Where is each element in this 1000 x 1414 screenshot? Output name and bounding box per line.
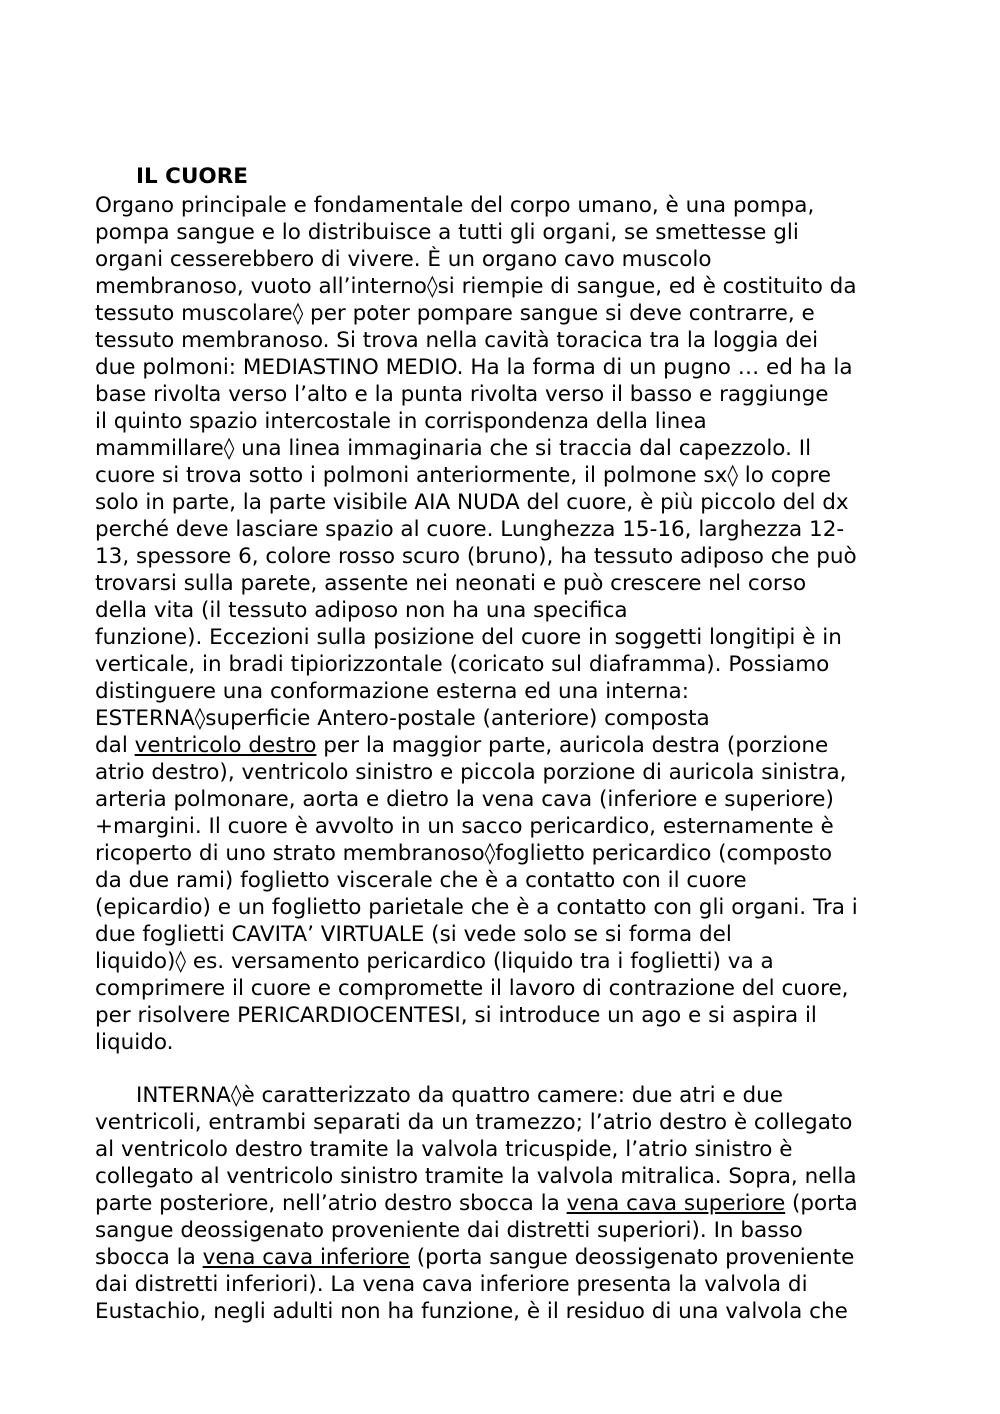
text-run: (porta sangue deossigenato proveniente	[409, 1245, 855, 1270]
text-line: tessuto muscolare◊ per poter pompare sangue si deve contrarre, e	[95, 301, 815, 326]
underlined-term-vena-cava-inferiore: vena cava inferiore	[202, 1245, 410, 1270]
text-line: da due rami) foglietto viscerale che è a contatto con il cuore	[95, 868, 747, 893]
text-line: ricoperto di uno strato membranoso◊foglietto pericardico (composto	[95, 841, 833, 866]
document-page	[95, 162, 910, 1325]
text-line: comprimere il cuore e compromette il lavoro di contrazione del cuore,	[95, 976, 849, 1001]
text-line: trovarsi sulla parete, assente nei neonati e può crescere nel corso	[95, 571, 807, 596]
text-line: membranoso, vuoto all’interno◊si riempie di sangue, ed è costituito da	[95, 274, 857, 299]
text-line: pompa sangue e lo distribuisce a tutti gli organi, se smettesse gli	[95, 220, 799, 245]
text-line: base rivolta verso l’alto e la punta rivolta verso il basso e raggiunge	[95, 382, 829, 407]
underlined-term-ventricolo-destro: ventricolo destro	[134, 733, 317, 758]
paragraph-esterna	[95, 192, 910, 1056]
text-run: (porta	[785, 1191, 858, 1216]
text-line: funzione). Eccezioni sulla posizione del cuore in soggetti longitipi è in	[95, 625, 842, 650]
text-line: della vita (il tessuto adiposo non ha una specifica	[95, 598, 628, 623]
text-line	[95, 732, 910, 759]
text-line: arteria polmonare, aorta e dietro la vena cava (inferiore e superiore)	[95, 787, 834, 812]
document-title: IL CUORE	[136, 164, 248, 189]
text-line: perché deve lasciare spazio al cuore. Lunghezza 15-16, larghezza 12-	[95, 517, 845, 542]
text-line: al ventricolo destro tramite la valvola tricuspide, l’atrio sinistro è	[95, 1137, 793, 1162]
text-line: liquido)◊ es. versamento pericardico (liquido tra i foglietti) va a	[95, 949, 774, 974]
text-line: cuore si trova sotto i polmoni anteriormente, il polmone sx◊ lo copre	[95, 463, 831, 488]
text-line: collegato al ventricolo sinistro tramite la valvola mitralica. Sopra, nella	[95, 1164, 857, 1189]
text-line: liquido.	[95, 1030, 174, 1055]
text-line: tessuto membranoso. Si trova nella cavità toracica tra la loggia dei	[95, 328, 819, 353]
text-run: dal	[95, 733, 135, 758]
text-line: verticale, in bradi tipiorizzontale (coricato sul diaframma). Possiamo	[95, 652, 830, 677]
text-line: ESTERNA◊superficie Antero-postale (anteriore) composta	[95, 706, 710, 731]
text-line: il quinto spazio intercostale in corrispondenza della linea	[95, 409, 707, 434]
text-run: sbocca la	[95, 1245, 203, 1270]
text-line: (epicardio) e un foglietto parietale che è a contatto con gli organi. Tra i	[95, 895, 858, 920]
text-line: mammillare◊ una linea immaginaria che si traccia dal capezzolo. Il	[95, 436, 812, 461]
text-line: +margini. Il cuore è avvolto in un sacco pericardico, esternamente è	[95, 814, 834, 839]
text-line: due polmoni: MEDIASTINO MEDIO. Ha la forma di un pugno … ed ha la	[95, 355, 853, 380]
text-line: atrio destro), ventricolo sinistro e piccola porzione di auricola sinistra,	[95, 760, 847, 785]
text-line: Organo principale e fondamentale del corpo umano, è una pompa,	[95, 193, 815, 218]
text-line: sangue deossigenato proveniente dai distretti superiori). In basso	[95, 1218, 803, 1243]
text-line: dai distretti inferiori). La vena cava inferiore presenta la valvola di	[95, 1272, 808, 1297]
text-line	[95, 1190, 910, 1217]
text-line: per risolvere PERICARDIOCENTESI, si introduce un ago e si aspira il	[95, 1003, 817, 1028]
text-line: ventricoli, entrambi separati da un tramezzo; l’atrio destro è collegato	[95, 1110, 853, 1135]
text-run: parte posteriore, nell’atrio destro sbocca la	[95, 1191, 567, 1216]
text-line: distinguere una conformazione esterna ed una interna:	[95, 679, 689, 704]
paragraph-interna	[95, 1082, 910, 1325]
text-run: per la maggior parte, auricola destra (porzione	[316, 733, 829, 758]
text-line: INTERNA◊è caratterizzato da quattro camere: due atri e due	[136, 1083, 783, 1108]
text-line: solo in parte, la parte visibile AIA NUDA del cuore, è più piccolo del dx	[95, 490, 849, 515]
text-line: Eustachio, negli adulti non ha funzione, è il residuo di una valvola che	[95, 1299, 848, 1324]
text-line: due foglietti CAVITA’ VIRTUALE (si vede solo se si forma del	[95, 922, 732, 947]
text-line: 13, spessore 6, colore rosso scuro (bruno), ha tessuto adiposo che può	[95, 544, 857, 569]
text-line	[95, 1244, 910, 1271]
underlined-term-vena-cava-superiore: vena cava superiore	[566, 1191, 786, 1216]
text-line: organi cesserebbero di vivere. È un organo cavo muscolo	[95, 247, 712, 272]
